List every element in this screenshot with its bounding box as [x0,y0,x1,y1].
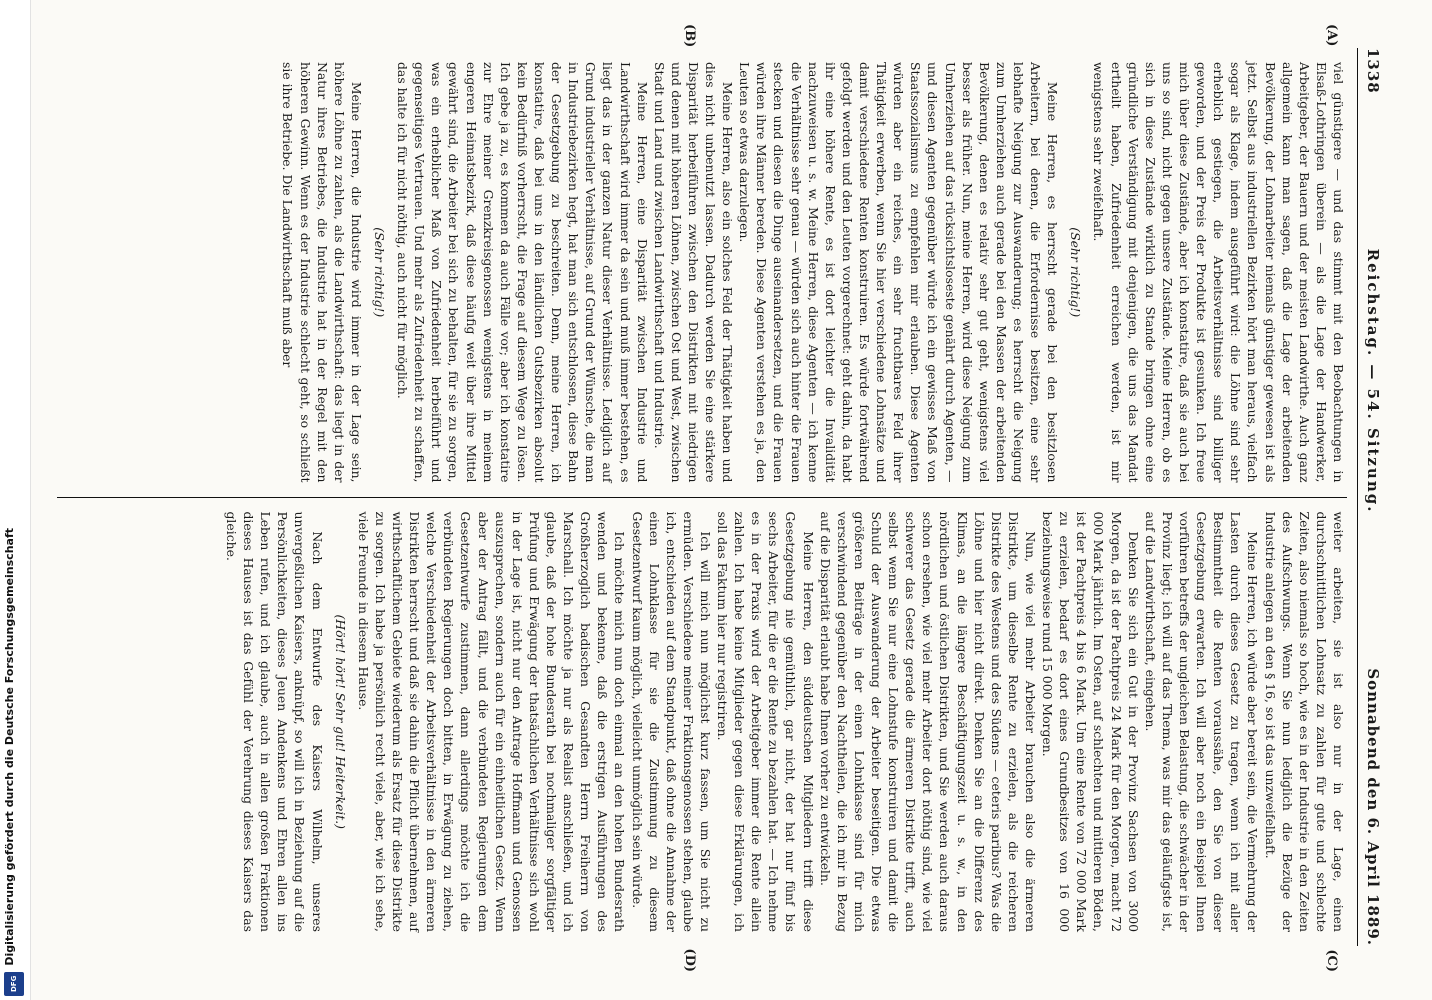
session-date: Sonnabend den 6. April 1889. [1364,668,1382,946]
paragraph: Ich will mich nun möglichst kurz fassen, um Sie nicht zu ermüden. Verschiedene meiner Fraktionsgenossen stehen, glaube ich, entschieden auf dem Standpunkt, daß ohne die Annahme der einen Lohnklasse für sie die Zustimmung zu diesem Gesetzentwurf kaum möglich, vielleicht unmöglich sein würde. [629,511,713,932]
paragraph: Meine Herren, ich würde aber bereit sein, die Vermehrung der Lasten durch dieses Gesetz zu tragen, wenn ich mit aller Bestimmtheit die Renten voraussähe, den Sie von dieser Gesetzgebung erwarten. Ich will aber noch ein Beispiel Ihnen vorführen betreffs der ungleichen Belastung, die schwächer in der Provinz liegt; ich will auf das Thema, was mir das geläufigste ist, auf die Landwirthschaft, eingehen. [1142,511,1261,932]
interjection: (Sehr richtig!) [371,227,387,318]
paragraph: viel günstigere — und das stimmt mit den Beobachtungen in Elsaß-Lothringen überein — als die Lage der Handwerker, Arbeitgeber, der Bauern und der meisten Landwirthe. Auch ganz allgemein kann man sagen, daß die Lage der arbeitenden Bevölkerung, der Lohnarbeiter niemals günstiger gewesen ist als jetzt. Selbst aus industriellen Bezirken hört man heraus, vielfach sogar als Klage, indem ausgeführt wird: die Löhne sind sehr erheblich gestiegen, die Arbeitsverhältnisse sind billiger geworden, und der Preis der Produkte ist gesunken. Ich freue mich über diese Zustände, aber ich konstatire, daß sie auch bei uns so sind, nicht gegen unsere Zustände. Meine Herren, ob es sich in diese Zustände wirklich zu Stande bringen ohne eine gründliche Verständigung mit denjenigen, die uns das Mandat ertheilt haben, Zufriedenheit erreichen werden, ist mir wenigstens sehr zweifelhaft. [1091,62,1346,483]
paragraph: Ich möchte mich nun doch einmal an den hohen Bundesrath wenden und bekenne, daß die erstrigen Ausführungen des Großherzoglich badischen Gesandten Herrn Freiherrn von Marschall. Ich möchte ja nur als Realist anschließen, und ich glaube, daß der hohe Bundesrath bei nochmaliger sorgfältiger Prüfung und Erwägung der thatsächlichen Verhältnisse sich wohl in der Lage ist, nicht nur den Antrage Hoffmann und Genossen auszusprechen, sondern auch für ein einheitlichen Gesetz. Wenn aber der Antrag fällt, und die verbündeten Regierungen dem Gesetzentwurfe zustimmen, dann allerdings möchte ich die verbündeten Regierungen doch bitten, in Erwägung zu ziehen, welche Verschiedenheit der Arbeitsverhältnisse in den ärmeren Distrikten herrscht und daß sie dahin die Pflicht übernehmen, auf wirthschaftlichem Gebiete wiederum als Ersatz für diese Distrikte zu sorgen. Ich habe ja persönlich recht viele, aber, wie ich sehe, viele Freunde in diesem Hause. [355,511,628,932]
paragraph: Denken Sie sich ein Gut in der Provinz Sachsen von 3000 Morgen, da ist der Pachtpreis 24 Mark für den Morgen, macht 72 000 Mark jährlich. Im Osten, auf schlechten und mittleren Böden, ist der Pachtpreis 4 bis 6 Mark. Um eine Rente von 72 000 Mark zu erzielen, bedarf es dort eines Grundbesitzes von 16 000 beziehungsweise rund 15 000 Morgen. [1040,511,1141,932]
margin-marker-d: (D) [682,948,697,972]
margin-marker-a: (A) [1324,24,1339,47]
page-number: 1338 [1364,48,1382,94]
paragraph: weiter arbeiten, sie ist also nur in der Lage, einen durchschnittlichen Lohnsatz zu zahlen für gute und schlechte Zeiten, also niemals so hoch, wie es in der Industrie in den Zeiten des Aufschwungs. Wenn Sie nun lediglich die Bezüge der Industrie anlegen an den § 16, so ist das unzweifelhaft. [1262,511,1346,932]
margin-marker-b: (B) [682,24,697,48]
session-title: Reichstag. — 54. Sitzung. [1364,248,1382,514]
paragraph: Meine Herren, die Industrie wird immer in der Lage sein, höhere Löhne zu zahlen, als die Landwirthschaft: das liegt in der Natur ihres Betriebes, die Industrie hat in der Regel mit den höheren Gewinn. Wenn es der Industrie schlecht geht, so schließt sie ihre Betriebe. Die Landwirthschaft muß aber [280,62,364,483]
digitization-footer [0,0,31,1000]
paragraph: Meine Herren, es herrscht gerade bei den besitzlosen Arbeitern, bei denen, die Erfordernisse besitzen, eine sehr lebhafte Neigung zur Auswanderung; es herrscht die Neigung zum Umherziehen auch gerade bei den Massen der arbeitenden Bevölkerung, denen es relativ sehr gut geht, wenigstens viel besser als früher. Nun, meine Herren, wird diese Neigung zum Umherziehen auf das rücksichtsloseste genährt durch Agenten, — und diesen Agenten gegenüber würde ich ein gewisses Maß von Staatssozialismus zu empfehlen mir erlauben. Diese Agenten würden aber ein reiches, ein sehr fruchtbares Feld ihrer Thätigkeit erwerben, wenn Sie hier verschiedene Lohnsätze und damit verschiedene Renten konstruiren. Es würde fortwährend gefolgt werden und den Leuten vorgerechnet: geht dahin, da habt ihr eine höhere Rente, es ist dort leichter die Invalidität nachzuweisen u. s. w. Meine Herren, diese Agenten — ich kenne die Verhältnisse sehr genau — würden sich auch hinter die Frauen stecken und diesen die Dinge auseinandersetzen, und die Frauen würden ihre Männer bereden. Diese Agenten verstehen es ja, den Leuten so etwas darzulegen. [737,62,1061,483]
paragraph: Meine Herren, also ein solches Feld der Thätigkeit haben und dies nicht unbenutzt lassen. Dadurch werden Sie eine stärkere Disparität herbeiführen zwischen den Distrikten mit niedrigen und denen mit höheren Löhnen, zwischen Ost und West, zwischen Stadt und Land und zwischen Landwirthschaft und Industrie. [651,62,736,483]
paragraph: Meine Herren, eine Disparität zwischen Industrie und Landwirthschaft wird immer da sein und muß immer bestehen, es liegt das in der ganzen Natur dieser Verhältnisse. Lediglich auf Grund industrieller Verhältnisse, auf Grund der Wünsche, die man in Industriebezirken hegt, hat man sich entschlossen, diese Bahn der Gesetzgebung zu beschreiten. Denn, meine Herren, ich konstatire, daß bei uns in den ländlichen Gutsbezirken absolut kein Bedürfniß vorherrscht, die Frage auf diesem Wege zu lösen. Ich gebe ja zu, es kommen da auch Fälle vor; aber ich konstatire zur Ehre meiner Grenzkreisgenossen wenigstens in meinem engeren Heimatsbezirk, daß diese häufig weit über ihre Mittel gewährt sind, die Arbeiter bei sich zu behalten, für sie zu sorgen, was ein erheblicher Maß von Zufriedenheit herbeiführt und gegenseitiges Vertrauen. Und mehr als Zufriedenheit zu schaffen, das halte ich für nicht nöthig, auch nicht für möglich. [395,62,650,483]
dfg-logo: DFG [4,972,24,996]
interjection: (Sehr richtig!) [1068,227,1084,318]
interjection: (Hört! hört! Sehr gut! Heiterkeit.) [332,614,348,830]
paragraph: Meine Herren, den süddeutschen Mitgliedern trifft diese Gesetzgebung nie gemüthlich, gar nicht, der hat nur fünf bis sechs Arbeiter, für die er die Rente zu bezahlen hat. — Ich nehme es in der Praxis wird der Arbeitgeber immer die Rente allein zahlen. Ich habe keine Mitglieder gegen diese Erklärungen, ich soll das Faktum hier nur registriren. [715,511,816,932]
paragraph: Nun, wie viel mehr Arbeiter brauchen also die ärmeren Distrikte, um dieselbe Rente zu erzielen, als die reicheren Distrikte des Westens und des Südens — ceteris paribus? Was die Löhne und hier nicht direkt. Denken Sie an die Differenz des Klimas, an die längere Beschäftigungszeit u. s. w., in den nördlichen und östlichen Distrikten, und Sie werden auch daraus schon ersehen, wie viel mehr Arbeiter dort nöthig sind, wie viel schwerer das Gesetz gerade die ärmeren Distrikte trifft, auch selbst wenn Sie nur eine Lohnstufe konstruiren und damit die Schuld der Auswanderung der Arbeiter beseitigen. Die etwas größeren Beiträge in der einen Lohnklasse sind für mich verschwindend gegenüber den Nachtheilen, die ich mir in Bezug auf die Disparität erlaubt habe Ihnen vorher zu entwickeln. [817,511,1039,932]
text-columns [57,24,1347,972]
left-column [57,48,1347,497]
digitization-note: Digitalisierung gefördert durch die Deutsche Forschungsgemeinschaft [3,528,16,966]
paragraph: Nach dem Entwurfe des Kaisers Wilhelm, unseres unvergeßlichen Kaisers, anknüpf, so will ich in Beziehung auf die Persönlichkeiten, dieses Jeuen Andenkens und Ehren allen ins Leben rufen, und ich glaube, auch in allen großen Fraktionen dieses Hauses ist das Gefühl der Verehrung dieses Kaisers das gleiche. [224,511,325,932]
right-column [57,497,1347,947]
margin-marker-c: (C) [1324,949,1339,972]
page-header [1357,48,1382,946]
